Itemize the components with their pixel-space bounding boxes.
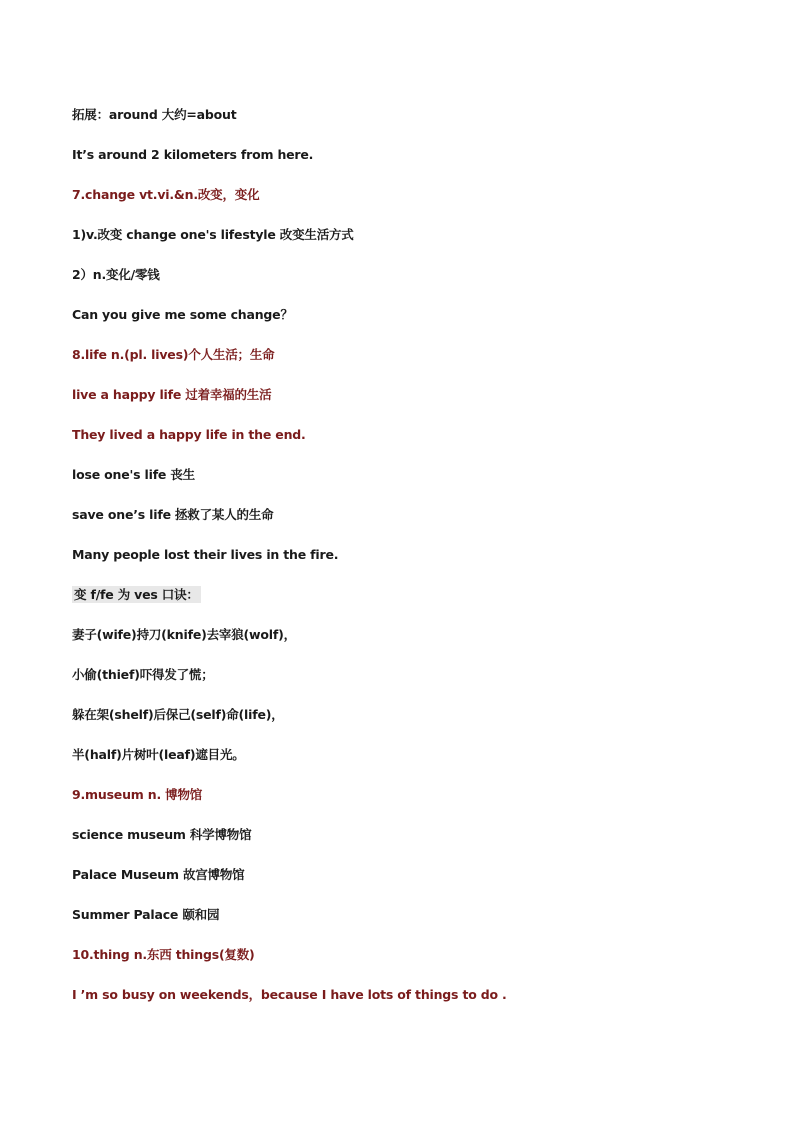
text-line-science-museum: science museum 科学博物馆 xyxy=(72,827,252,842)
mnemonic-heading-text: 变 f/fe 为 ves 口诀： xyxy=(74,587,199,602)
text-line-example-change: Can you give me some change？ xyxy=(72,307,293,322)
heading-museum: 9.museum n. 博物馆 xyxy=(72,787,203,802)
text-line-change-noun: 2）n.变化/零钱 xyxy=(72,267,160,282)
mnemonic-line-2: 小偷(thief)吓得发了慌； xyxy=(72,667,214,682)
mnemonic-line-4: 半(half)片树叶(leaf)遮目光。 xyxy=(72,747,245,762)
mnemonic-line-1: 妻子(wife)持刀(knife)去宰狼(wolf)， xyxy=(72,627,296,642)
mnemonic-line-3: 躲在架(shelf)后保己(self)命(life)， xyxy=(72,707,284,722)
text-line-example-things: I ’m so busy on weekends，because I have lots of things to do . xyxy=(72,987,507,1002)
heading-thing: 10.thing n.东西 things(复数) xyxy=(72,947,255,962)
text-line-expansion-around: 拓展：around 大约=about xyxy=(72,107,237,122)
text-line-live-happy-life: live a happy life 过着幸福的生活 xyxy=(72,387,272,402)
text-line-summer-palace: Summer Palace 颐和园 xyxy=(72,907,220,922)
text-line-palace-museum: Palace Museum 故宫博物馆 xyxy=(72,867,245,882)
text-line-lose-life: lose one's life 丧生 xyxy=(72,467,195,482)
mnemonic-heading xyxy=(72,587,201,603)
text-line-example-lives: Many people lost their lives in the fire. xyxy=(72,547,339,562)
text-line-example-around: It’s around 2 kilometers from here. xyxy=(72,147,314,162)
text-line-example-lived: They lived a happy life in the end. xyxy=(72,427,306,442)
heading-change: 7.change vt.vi.&n.改变，变化 xyxy=(72,187,260,202)
heading-life: 8.life n.(pl. lives)个人生活；生命 xyxy=(72,347,275,362)
text-line-save-life: save one’s life 拯救了某人的生命 xyxy=(72,507,274,522)
text-line-change-verb: 1)v.改变 change one's lifestyle 改变生活方式 xyxy=(72,227,354,242)
